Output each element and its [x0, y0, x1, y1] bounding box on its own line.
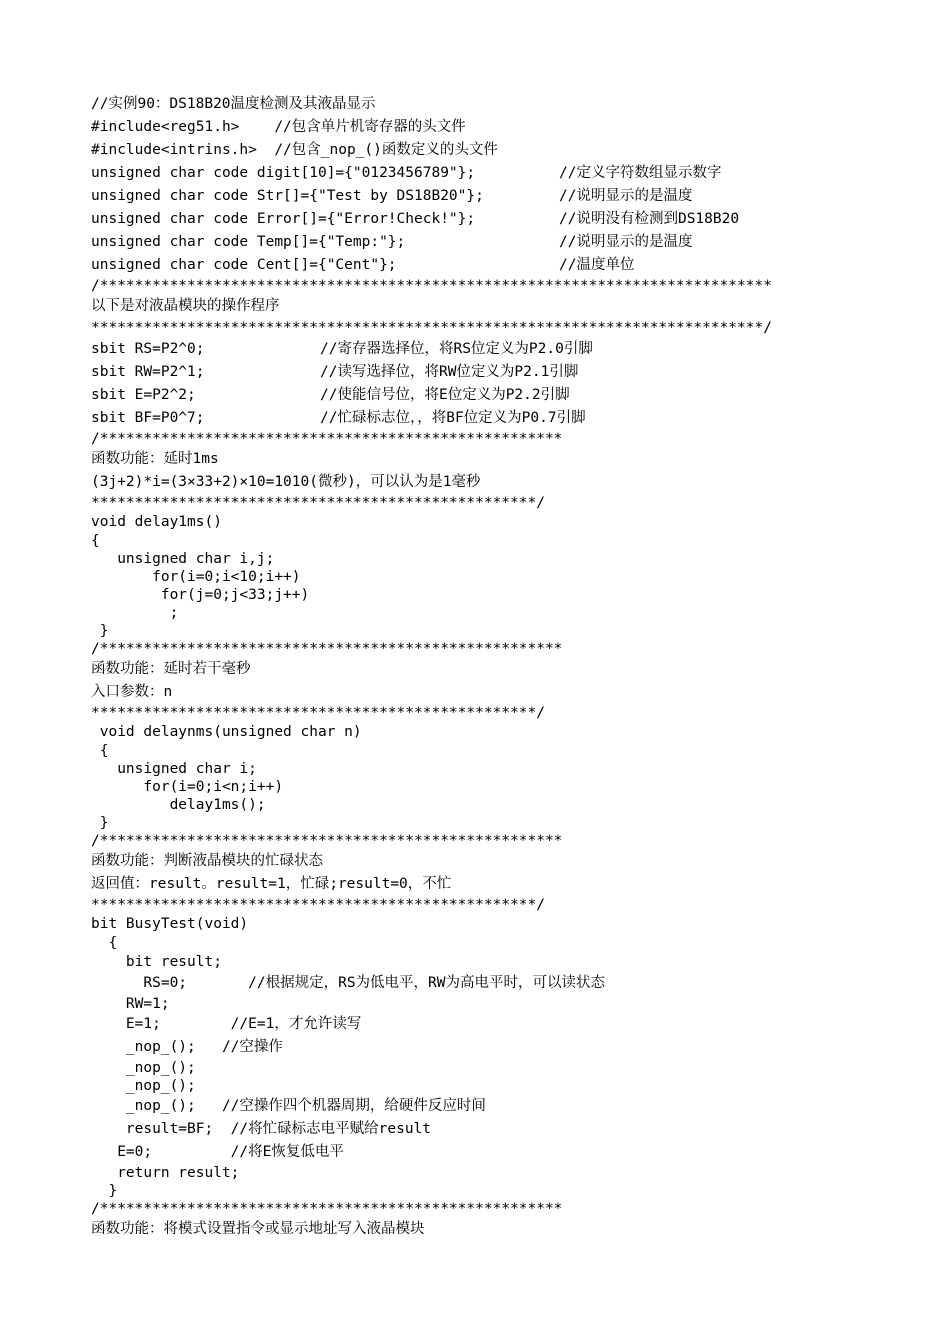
code-line [91, 742, 891, 760]
code-text: for(i=0;i<10;i++) [91, 569, 301, 585]
code-text: return result; [91, 1165, 240, 1181]
code-text: #include<reg51.h> //包含单片机寄存器的头文件 [91, 119, 466, 135]
code-line [91, 512, 891, 532]
code-line [91, 384, 891, 407]
code-line [91, 604, 891, 622]
code-comment: //读写选择位，将RW位定义为P2.1引脚 [320, 364, 579, 380]
code-line [91, 622, 891, 640]
code-text: E=0; //将E恢复低电平 [91, 1144, 344, 1160]
code-text: 函数功能：延时若干毫秒 [91, 661, 251, 677]
code-text: #include<intrins.h> //包含_nop_()函数定义的头文件 [91, 142, 498, 158]
code-text: for(j=0;j<33;j++) [91, 587, 310, 603]
code-text: unsigned char code Cent[]={"Cent"}; [91, 257, 397, 273]
code-text: 函数功能：判断液晶模块的忙碌状态 [91, 853, 323, 869]
code-comment: //定义字符数组显示数字 [559, 165, 722, 181]
code-text: /***************************************************** [91, 833, 563, 849]
code-text: bit result; [91, 954, 222, 970]
code-text: unsigned char code digit[10]={"0123456789"}; [91, 165, 476, 181]
code-line [91, 1036, 891, 1059]
code-line [91, 1118, 891, 1141]
code-text: /***************************************************** [91, 431, 563, 447]
code-comment: //忙碌标志位，，将BF位定义为P0.7引脚 [320, 410, 586, 426]
code-line [91, 995, 891, 1013]
code-line [91, 139, 891, 162]
code-text: sbit RW=P2^1; [91, 364, 205, 380]
code-text: _nop_(); [91, 1060, 196, 1076]
code-line [91, 116, 891, 139]
code-line [91, 494, 891, 512]
code-text: E=1; //E=1，才允许读写 [91, 1016, 362, 1032]
code-line [91, 814, 891, 832]
code-line [91, 914, 891, 934]
code-line [91, 231, 891, 254]
code-text: unsigned char i; [91, 761, 257, 777]
code-line [91, 1141, 891, 1164]
code-line [91, 361, 891, 384]
code-line [91, 778, 891, 796]
code-line [91, 277, 891, 295]
code-text: ***************************************************/ [91, 897, 545, 913]
code-comment: //使能信号位，将E位定义为P2.2引脚 [320, 387, 570, 403]
code-line [91, 430, 891, 448]
code-line [91, 832, 891, 850]
code-line [91, 850, 891, 873]
code-text: unsigned char code Error[]={"Error!Check!"}; [91, 211, 476, 227]
code-text: for(i=0;i<n;i++) [91, 779, 284, 795]
code-text: 入口参数：n [91, 684, 173, 700]
code-text: void delay1ms() [91, 514, 222, 530]
code-text: } [91, 1183, 118, 1199]
code-line [91, 658, 891, 681]
code-comment: //寄存器选择位，将RS位定义为P2.0引脚 [320, 341, 593, 357]
code-line [91, 704, 891, 722]
code-line [91, 318, 891, 338]
code-line [91, 448, 891, 471]
code-line [91, 640, 891, 658]
code-line [91, 208, 891, 231]
code-listing [91, 93, 891, 1241]
code-line [91, 93, 891, 116]
code-text: } [91, 815, 109, 831]
code-line [91, 1059, 891, 1077]
code-text: 函数功能：延时1ms [91, 451, 219, 467]
code-text: void delaynms(unsigned char n) [91, 724, 362, 740]
code-line [91, 1200, 891, 1218]
code-text: /***************************************************** [91, 1201, 563, 1217]
code-line [91, 1182, 891, 1200]
code-line [91, 295, 891, 318]
code-line [91, 972, 891, 995]
code-text: unsigned char code Temp[]={"Temp:"}; [91, 234, 406, 250]
code-comment: //说明显示的是温度 [559, 188, 693, 204]
code-text: (3j+2)*i=(3×33+2)×10=1010(微秒)，可以认为是1毫秒 [91, 474, 481, 490]
code-text: sbit E=P2^2; [91, 387, 196, 403]
code-text: result=BF; //将忙碌标志电平赋给result [91, 1121, 432, 1137]
code-text: sbit RS=P2^0; [91, 341, 205, 357]
code-text: ; [91, 605, 179, 621]
code-line [91, 162, 891, 185]
code-text: 以下是对液晶模块的操作程序 [91, 298, 280, 314]
code-text: //实例90：DS18B20温度检测及其液晶显示 [91, 96, 376, 112]
code-line [91, 1095, 891, 1118]
code-comment: //说明没有检测到DS18B20 [559, 211, 740, 227]
code-text: delay1ms(); [91, 797, 266, 813]
code-text: _nop_(); //空操作四个机器周期，给硬件反应时间 [91, 1098, 486, 1114]
code-line [91, 1218, 891, 1241]
code-line [91, 185, 891, 208]
code-comment: //温度单位 [559, 257, 635, 273]
code-line [91, 1013, 891, 1036]
code-text: /***************************************************************************** [91, 278, 772, 294]
code-line [91, 722, 891, 742]
code-text: RW=1; [91, 996, 170, 1012]
code-text: 函数功能：将模式设置指令或显示地址写入液晶模块 [91, 1221, 425, 1237]
code-line [91, 873, 891, 896]
code-line [91, 1077, 891, 1095]
code-comment: //说明显示的是温度 [559, 234, 693, 250]
code-line [91, 338, 891, 361]
code-text: { [91, 743, 109, 759]
code-text: _nop_(); //空操作 [91, 1039, 283, 1055]
code-text: /***************************************************** [91, 641, 563, 657]
code-text: ***************************************************/ [91, 705, 545, 721]
code-line [91, 550, 891, 568]
code-line [91, 586, 891, 604]
code-text: { [91, 533, 100, 549]
code-text: ***************************************************/ [91, 495, 545, 511]
code-line [91, 796, 891, 814]
code-text: 返回值：result。result=1，忙碌;result=0，不忙 [91, 876, 452, 892]
code-line [91, 532, 891, 550]
code-line [91, 896, 891, 914]
code-text: *****************************************************************************/ [91, 320, 772, 336]
code-line [91, 934, 891, 952]
code-text: _nop_(); [91, 1078, 196, 1094]
code-line [91, 681, 891, 704]
code-text: unsigned char code Str[]={"Test by DS18B20"}; [91, 188, 484, 204]
code-line [91, 471, 891, 494]
code-line [91, 407, 891, 430]
code-line [91, 1164, 891, 1182]
code-text: unsigned char i,j; [91, 551, 275, 567]
code-text: RS=0; //根据规定，RS为低电平，RW为高电平时，可以读状态 [91, 975, 606, 991]
code-line [91, 760, 891, 778]
code-line [91, 952, 891, 972]
code-text: sbit BF=P0^7; [91, 410, 205, 426]
code-text: } [91, 623, 109, 639]
code-text: { [91, 935, 118, 951]
code-text: bit BusyTest(void) [91, 916, 249, 932]
code-line [91, 568, 891, 586]
code-line [91, 254, 891, 277]
